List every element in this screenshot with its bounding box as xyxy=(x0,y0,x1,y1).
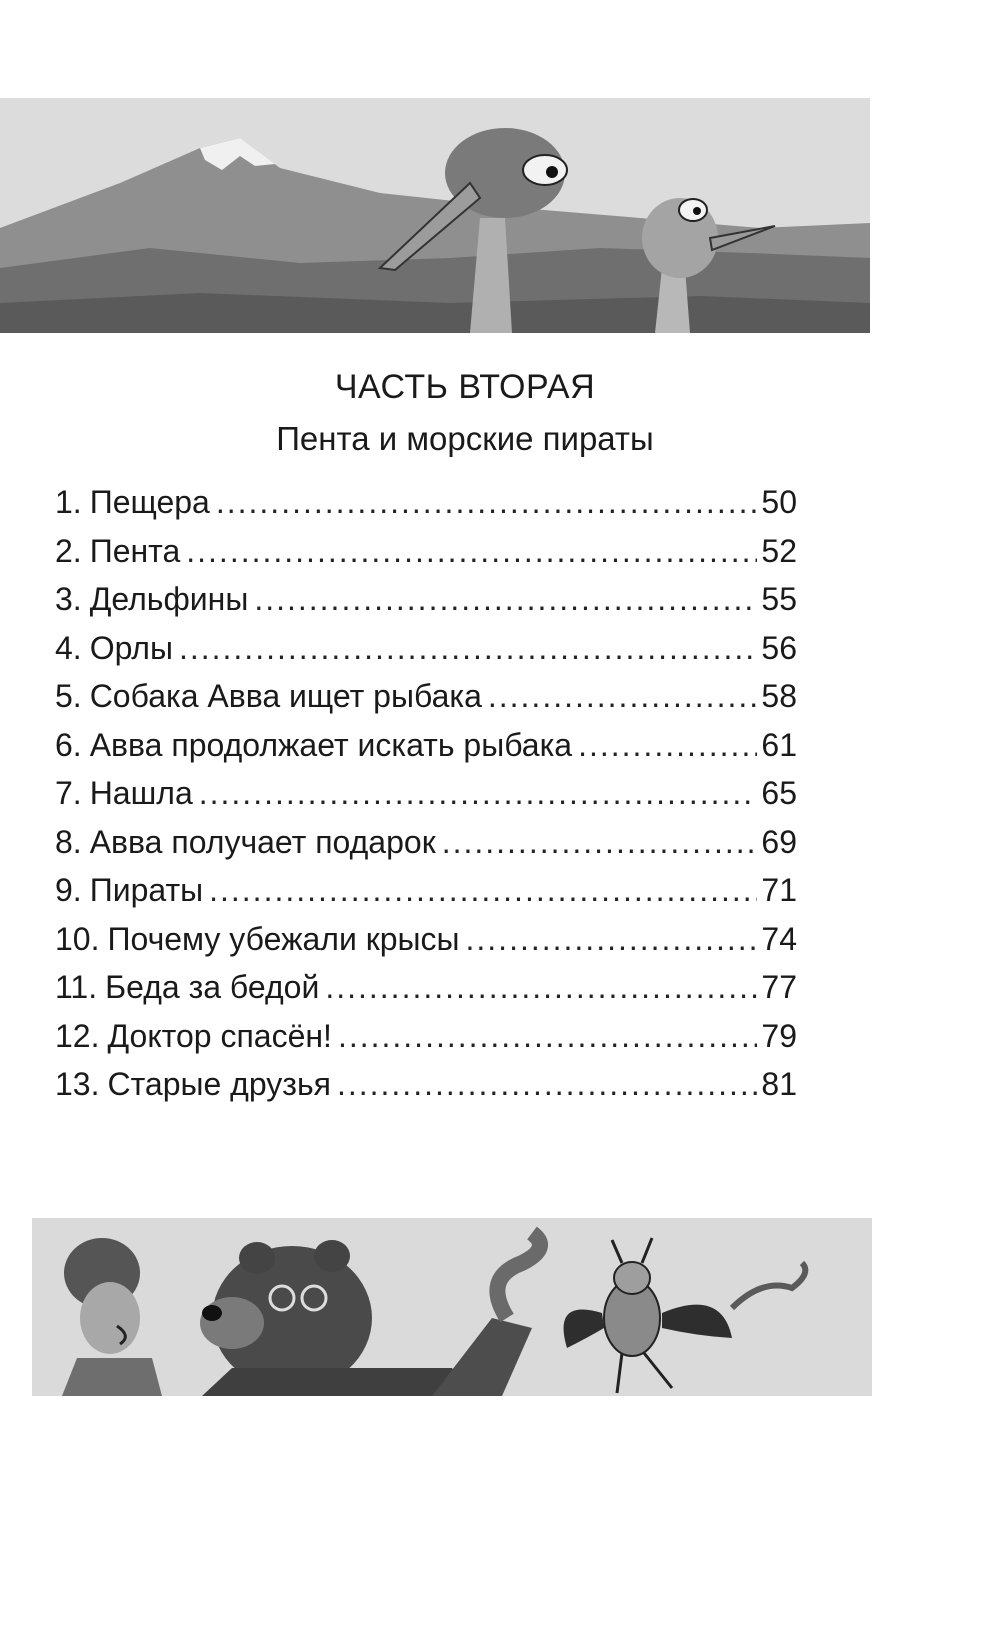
toc-leader-dots xyxy=(179,624,757,673)
toc-entry[interactable] xyxy=(55,672,797,721)
toc-entry[interactable] xyxy=(55,624,797,673)
toc-entry[interactable] xyxy=(55,721,797,770)
table-of-contents xyxy=(55,478,797,1109)
toc-entry-title: Пещера xyxy=(89,484,210,520)
toc-leader-dots xyxy=(337,1060,757,1109)
toc-entry-number: 6. xyxy=(55,726,82,763)
toc-leader-dots xyxy=(338,1012,757,1061)
toc-entry-number: 2. xyxy=(55,532,82,569)
toc-entry-title: Беда за бедой xyxy=(105,969,320,1005)
toc-entry[interactable] xyxy=(55,575,797,624)
toc-entry-number: 5. xyxy=(55,678,82,714)
toc-leader-dots xyxy=(199,769,758,818)
toc-entry[interactable] xyxy=(55,866,797,915)
toc-leader-dots xyxy=(325,963,757,1012)
toc-entry-page: 77 xyxy=(761,969,797,1005)
toc-entry-title: Авва получает подарок xyxy=(89,823,436,860)
toc-entry-page: 58 xyxy=(761,678,797,714)
toc-entry-title: Пираты xyxy=(89,872,204,908)
toc-entry-page: 71 xyxy=(761,872,797,908)
toc-entry-number: 4. xyxy=(55,629,82,666)
toc-entry-page: 65 xyxy=(761,775,797,811)
toc-entry[interactable] xyxy=(55,527,797,576)
toc-leader-dots xyxy=(578,721,757,770)
toc-entry-page: 69 xyxy=(761,823,797,860)
toc-entry-page: 79 xyxy=(761,1017,797,1054)
header-illustration-ostriches xyxy=(0,98,870,333)
toc-entry-number: 9. xyxy=(55,872,82,908)
toc-entry-title: Собака Авва ищет рыбака xyxy=(89,678,482,714)
toc-leader-dots xyxy=(186,527,757,576)
toc-entry-page: 74 xyxy=(761,920,797,957)
toc-leader-dots xyxy=(209,866,757,915)
toc-entry-title: Дельфины xyxy=(89,581,249,617)
toc-entry-title: Старые друзья xyxy=(107,1066,331,1102)
part-subtitle: Пента и морские пираты xyxy=(276,420,654,457)
toc-entry-number: 3. xyxy=(55,581,82,617)
toc-entry-title: Орлы xyxy=(89,629,173,666)
toc-entry-number: 11. xyxy=(55,969,98,1005)
toc-entry[interactable] xyxy=(55,1012,797,1061)
toc-entry-number: 7. xyxy=(55,775,82,811)
toc-entry-page: 56 xyxy=(761,629,797,666)
toc-entry-title: Доктор спасён! xyxy=(107,1017,332,1054)
toc-entry[interactable] xyxy=(55,915,797,964)
toc-entry[interactable] xyxy=(55,818,797,867)
toc-entry[interactable] xyxy=(55,1060,797,1109)
toc-entry-page: 61 xyxy=(761,726,797,763)
toc-leader-dots xyxy=(216,478,758,527)
toc-leader-dots xyxy=(442,818,758,867)
part-title: ЧАСТЬ ВТОРАЯ xyxy=(334,368,596,406)
toc-leader-dots xyxy=(466,915,758,964)
toc-entry-title: Пента xyxy=(89,532,181,569)
toc-entry-page: 50 xyxy=(761,484,797,520)
toc-entry-number: 1. xyxy=(55,484,82,520)
toc-leader-dots xyxy=(254,575,757,624)
toc-entry-number: 13. xyxy=(55,1066,100,1102)
toc-entry[interactable] xyxy=(55,963,797,1012)
toc-entry-page: 81 xyxy=(761,1066,797,1102)
toc-leader-dots xyxy=(488,672,758,721)
toc-entry-number: 8. xyxy=(55,823,82,860)
toc-entry-number: 10. xyxy=(55,920,100,957)
toc-entry-page: 55 xyxy=(761,581,797,617)
toc-entry-title: Нашла xyxy=(89,775,193,811)
toc-entry-title: Почему убежали крысы xyxy=(107,920,460,957)
footer-illustration-characters xyxy=(32,1218,872,1396)
toc-entry-title: Авва продолжает искать рыбака xyxy=(89,726,573,763)
toc-entry[interactable] xyxy=(55,769,797,818)
toc-entry-page: 52 xyxy=(761,532,797,569)
toc-entry-number: 12. xyxy=(55,1017,100,1054)
toc-entry[interactable] xyxy=(55,478,797,527)
